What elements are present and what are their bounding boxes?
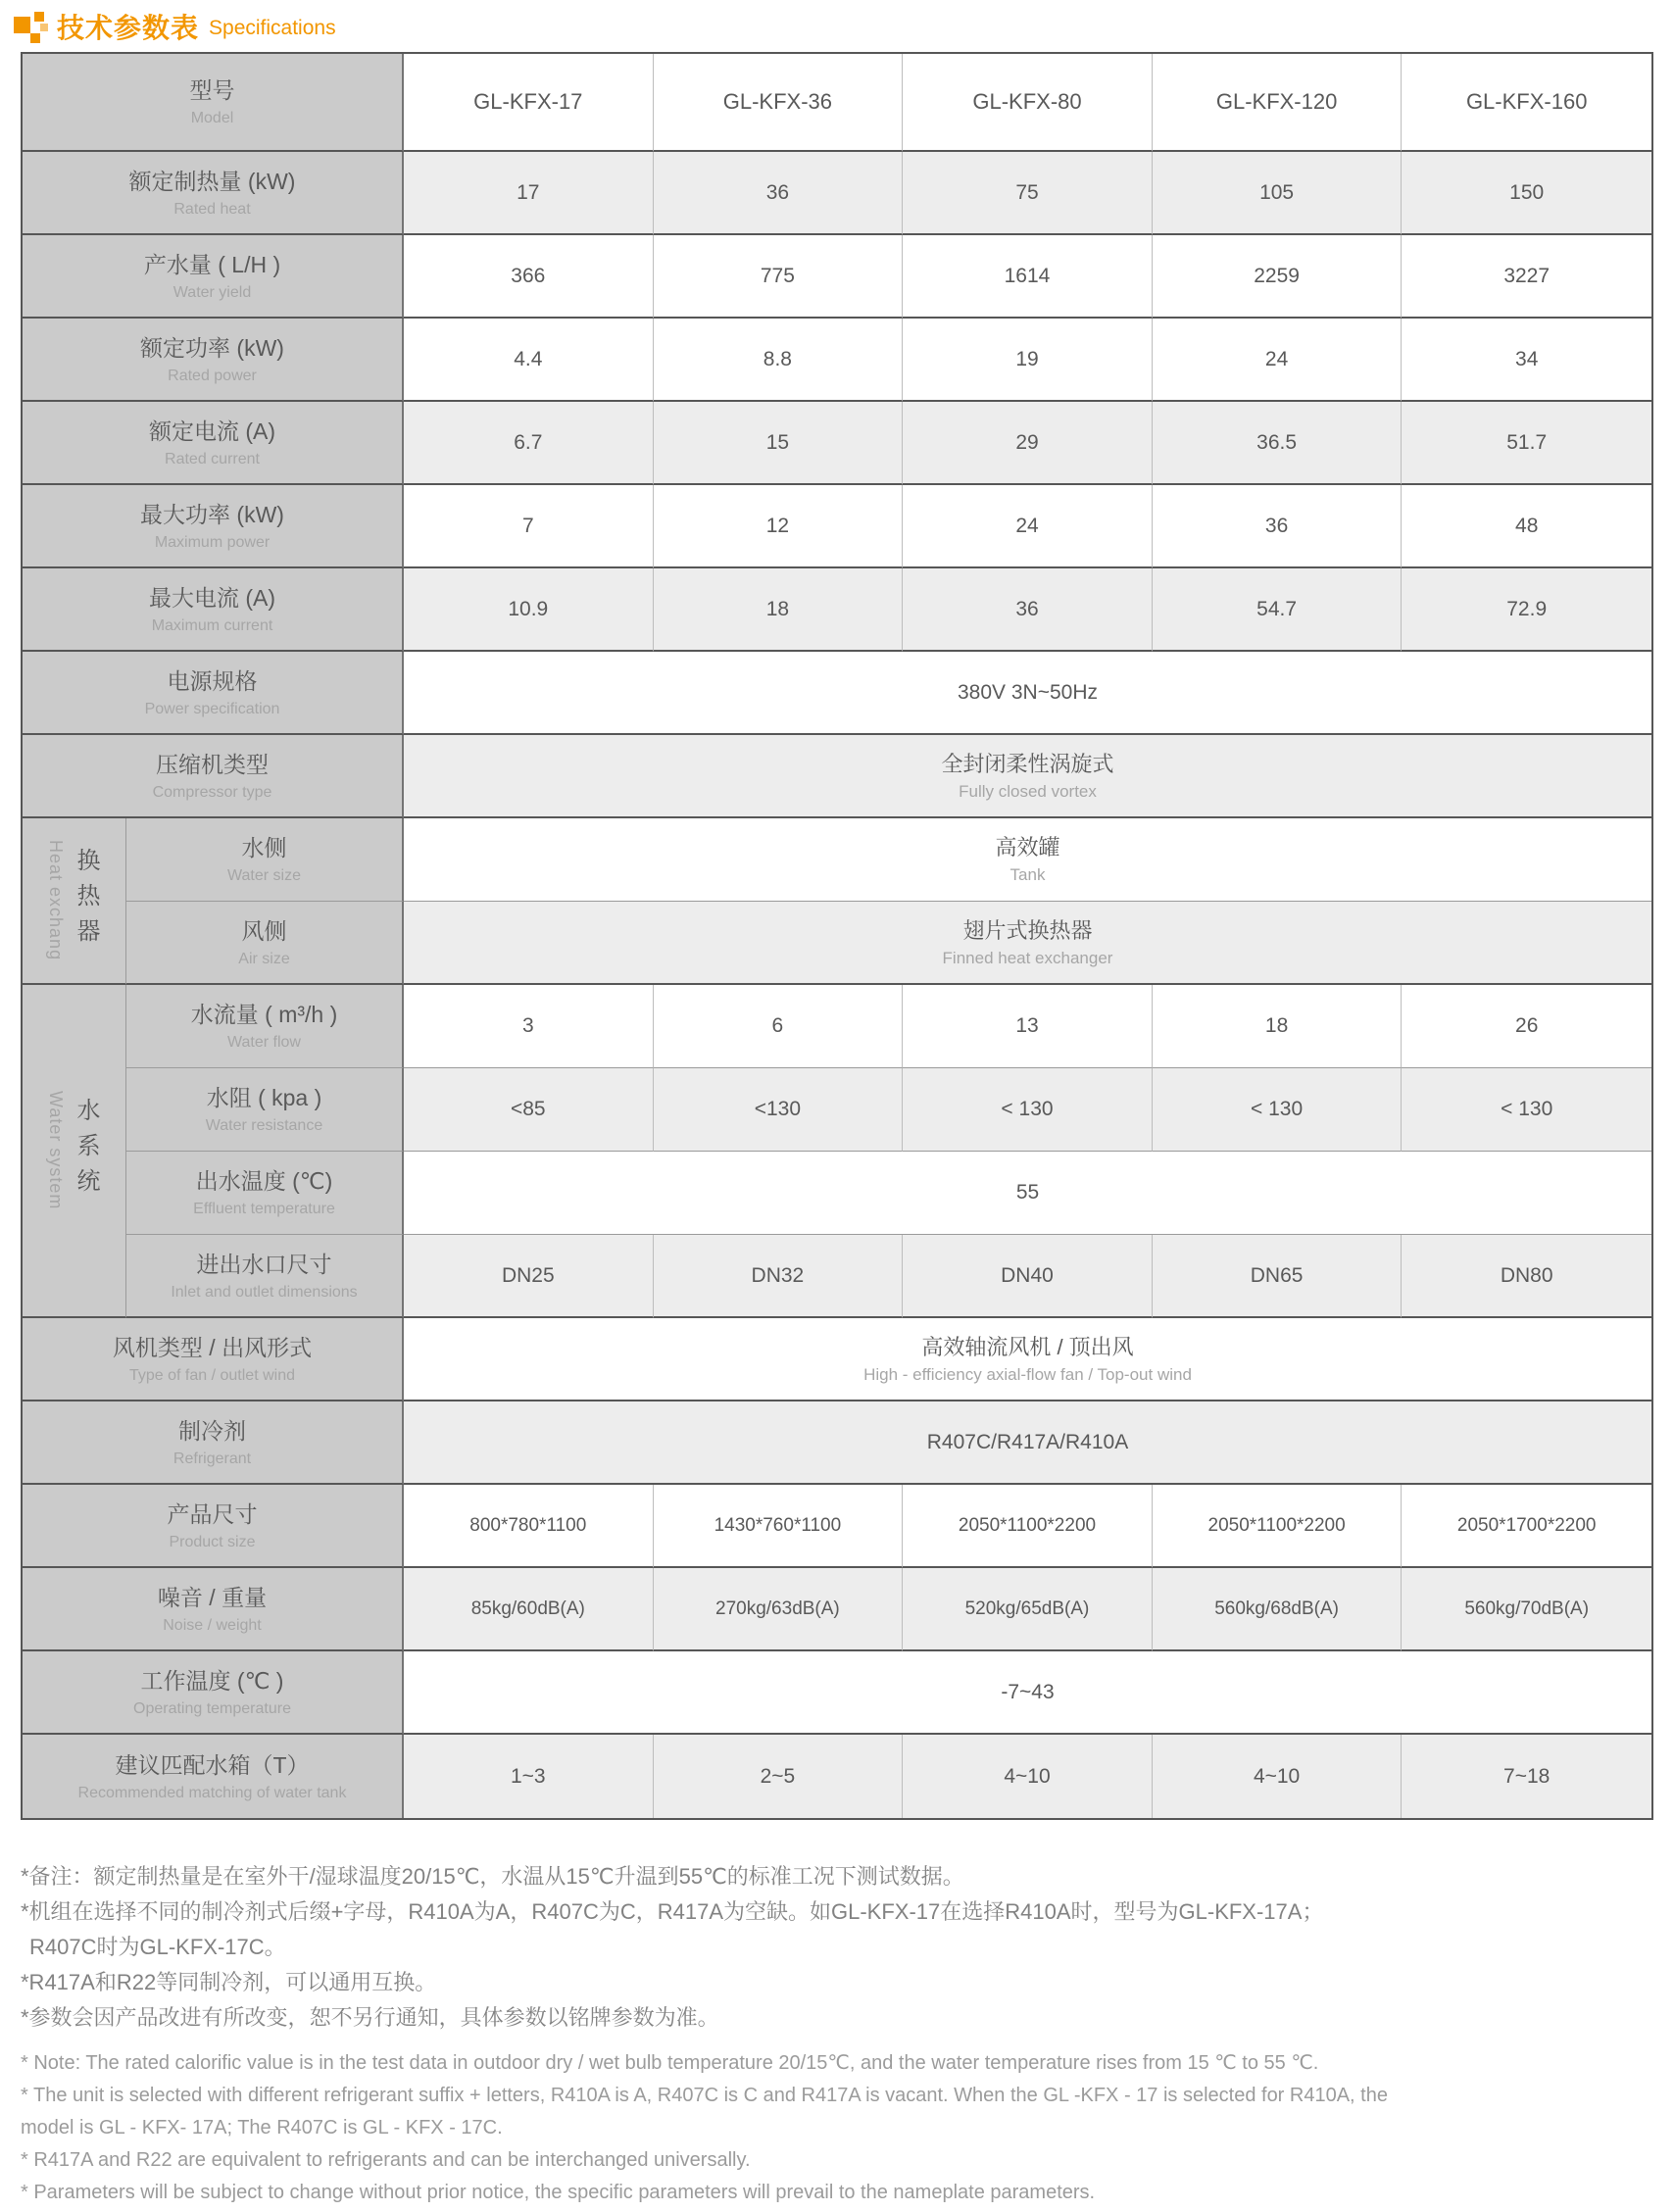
- value-cell: 13: [903, 985, 1153, 1068]
- row-label-water-yield: 产水量 ( L/H ) Water yield: [23, 235, 404, 319]
- value-cell: 10.9: [404, 568, 654, 652]
- merged-value-cell: -7~43: [404, 1651, 1651, 1735]
- model-header-cell: GL-KFX-17: [404, 54, 654, 152]
- value-cell: 36: [654, 152, 904, 235]
- value-cell: 1~3: [404, 1735, 654, 1818]
- value-cell: 18: [654, 568, 904, 652]
- value-cell: 4~10: [903, 1735, 1153, 1818]
- footnote-line: * Parameters will be subject to change without prior notice, the specific parameters will prevail to the nameplate parameters.: [21, 2182, 1096, 2203]
- value-cell: 4.4: [404, 319, 654, 402]
- value-cell: 800*780*1100: [404, 1485, 654, 1568]
- merged-value-cell: 高效罐 Tank: [404, 818, 1651, 902]
- value-cell: < 130: [1402, 1068, 1651, 1152]
- footnotes: [21, 1859, 1653, 2209]
- value-cell: DN65: [1153, 1235, 1403, 1318]
- value-cell: 2~5: [654, 1735, 904, 1818]
- merged-value-cell: 翅片式换热器 Finned heat exchanger: [404, 902, 1651, 985]
- footnote-line: *备注：额定制热量是在室外干/湿球温度20/15℃，水温从15℃升温到55℃的标准工况下测试数据。: [21, 1864, 964, 1889]
- value-cell: 3: [404, 985, 654, 1068]
- value-cell: 150: [1402, 152, 1651, 235]
- footnote-line: *参数会因产品改进有所改变，恕不另行通知，具体参数以铭牌参数为准。: [21, 2005, 719, 2030]
- row-label-power-spec: 电源规格 Power specification: [23, 652, 404, 735]
- footnote-line: *R417A和R22等同制冷剂，可以通用互换。: [21, 1970, 437, 1994]
- value-cell: 17: [404, 152, 654, 235]
- value-cell: 6.7: [404, 402, 654, 485]
- model-header-cell: GL-KFX-80: [903, 54, 1153, 152]
- value-cell: 18: [1153, 985, 1403, 1068]
- value-cell: 560kg/70dB(A): [1402, 1568, 1651, 1651]
- value-cell: 775: [654, 235, 904, 319]
- value-cell: 8.8: [654, 319, 904, 402]
- model-header-cell: GL-KFX-120: [1153, 54, 1403, 152]
- merged-value-cell: 55: [404, 1152, 1651, 1235]
- row-label-max-power: 最大功率 (kW) Maximum power: [23, 485, 404, 568]
- value-cell: DN32: [654, 1235, 904, 1318]
- model-header-cell: GL-KFX-160: [1402, 54, 1651, 152]
- row-label-model: 型号 Model: [23, 54, 404, 152]
- row-label-product-size: 产品尺寸 Product size: [23, 1485, 404, 1568]
- value-cell: 85kg/60dB(A): [404, 1568, 654, 1651]
- value-cell: 24: [903, 485, 1153, 568]
- row-label-water-flow: 水流量 ( m³/h ) Water flow: [125, 985, 404, 1068]
- footnote-line: R407C时为GL-KFX-17C。: [29, 1935, 286, 1959]
- value-cell: DN80: [1402, 1235, 1651, 1318]
- row-label-water-side: 水侧 Water size: [125, 818, 404, 902]
- value-cell: 54.7: [1153, 568, 1403, 652]
- value-cell: 366: [404, 235, 654, 319]
- value-cell: 105: [1153, 152, 1403, 235]
- checker-squares-icon: [12, 10, 51, 43]
- row-label-compressor: 压缩机类型 Compressor type: [23, 735, 404, 818]
- merged-value-cell: 高效轴流风机 / 顶出风 High - efficiency axial-flow fan / Top-out wind: [404, 1318, 1651, 1401]
- group-label-water-system: Water system 水系统: [23, 985, 125, 1318]
- value-cell: 2050*1100*2200: [903, 1485, 1153, 1568]
- merged-value-cell: 380V 3N~50Hz: [404, 652, 1651, 735]
- row-label-rated-heat: 额定制热量 (kW) Rated heat: [23, 152, 404, 235]
- page-header: [12, 10, 1674, 43]
- row-label-water-tank: 建议匹配水箱（T） Recommended matching of water tank: [23, 1735, 404, 1818]
- value-cell: 2259: [1153, 235, 1403, 319]
- value-cell: <130: [654, 1068, 904, 1152]
- row-label-operating-temp: 工作温度 (℃ ) Operating temperature: [23, 1651, 404, 1735]
- value-cell: 3227: [1402, 235, 1651, 319]
- value-cell: 36: [903, 568, 1153, 652]
- footnote-line: model is GL - KFX- 17A; The R407C is GL - KFX - 17C.: [21, 2117, 503, 2138]
- value-cell: 24: [1153, 319, 1403, 402]
- value-cell: 15: [654, 402, 904, 485]
- value-cell: < 130: [1153, 1068, 1403, 1152]
- row-label-noise-weight: 噪音 / 重量 Noise / weight: [23, 1568, 404, 1651]
- value-cell: 29: [903, 402, 1153, 485]
- footnotes-en: [21, 2047, 1653, 2209]
- value-cell: 34: [1402, 319, 1651, 402]
- row-label-effluent-temp: 出水温度 (℃) Effluent temperature: [125, 1152, 404, 1235]
- value-cell: 1614: [903, 235, 1153, 319]
- row-label-inlet-outlet: 进出水口尺寸 Inlet and outlet dimensions: [125, 1235, 404, 1318]
- value-cell: 51.7: [1402, 402, 1651, 485]
- value-cell: 7~18: [1402, 1735, 1651, 1818]
- row-label-max-current: 最大电流 (A) Maximum current: [23, 568, 404, 652]
- value-cell: <85: [404, 1068, 654, 1152]
- value-cell: 2050*1700*2200: [1402, 1485, 1651, 1568]
- value-cell: 4~10: [1153, 1735, 1403, 1818]
- value-cell: 6: [654, 985, 904, 1068]
- footnotes-cn: [21, 1859, 1653, 2036]
- specifications-table: [21, 52, 1653, 1820]
- row-label-rated-power: 额定功率 (kW) Rated power: [23, 319, 404, 402]
- value-cell: 48: [1402, 485, 1651, 568]
- row-label-air-side: 风侧 Air size: [125, 902, 404, 985]
- footnote-line: * Note: The rated calorific value is in the test data in outdoor dry / wet bulb temperature 20/15℃, and the water temperature rises from 15 ℃ to 55 ℃.: [21, 2052, 1319, 2074]
- value-cell: < 130: [903, 1068, 1153, 1152]
- merged-value-cell: R407C/R417A/R410A: [404, 1401, 1651, 1485]
- row-label-refrigerant: 制冷剂 Refrigerant: [23, 1401, 404, 1485]
- value-cell: 7: [404, 485, 654, 568]
- value-cell: 19: [903, 319, 1153, 402]
- value-cell: 560kg/68dB(A): [1153, 1568, 1403, 1651]
- footnote-line: * The unit is selected with different refrigerant suffix + letters, R410A is A, R407C is C and R417A is vacant. When the GL -KFX - 17 is selected for R410A, the: [21, 2085, 1388, 2106]
- value-cell: 75: [903, 152, 1153, 235]
- footnote-line: *机组在选择不同的制冷剂式后缀+字母，R410A为A，R407C为C，R417A为空缺。如GL-KFX-17在选择R410A时，型号为GL-KFX-17A；: [21, 1899, 1324, 1924]
- value-cell: 270kg/63dB(A): [654, 1568, 904, 1651]
- model-header-cell: GL-KFX-36: [654, 54, 904, 152]
- merged-value-cell: 全封闭柔性涡旋式 Fully closed vortex: [404, 735, 1651, 818]
- value-cell: 12: [654, 485, 904, 568]
- row-label-rated-current: 额定电流 (A) Rated current: [23, 402, 404, 485]
- value-cell: 26: [1402, 985, 1651, 1068]
- value-cell: 36.5: [1153, 402, 1403, 485]
- value-cell: 36: [1153, 485, 1403, 568]
- value-cell: DN25: [404, 1235, 654, 1318]
- value-cell: 520kg/65dB(A): [903, 1568, 1153, 1651]
- value-cell: 1430*760*1100: [654, 1485, 904, 1568]
- row-label-water-resistance: 水阻 ( kpa ) Water resistance: [125, 1068, 404, 1152]
- row-label-fan-type: 风机类型 / 出风形式 Type of fan / outlet wind: [23, 1318, 404, 1401]
- group-label-heat-exchanger: Heat exchang 换热器: [23, 818, 125, 985]
- value-cell: DN40: [903, 1235, 1153, 1318]
- footnote-line: * R417A and R22 are equivalent to refrigerants and can be interchanged universally.: [21, 2149, 751, 2171]
- page-title-en: Specifications: [209, 17, 336, 39]
- page-title: 技术参数表: [57, 13, 200, 43]
- value-cell: 72.9: [1402, 568, 1651, 652]
- value-cell: 2050*1100*2200: [1153, 1485, 1403, 1568]
